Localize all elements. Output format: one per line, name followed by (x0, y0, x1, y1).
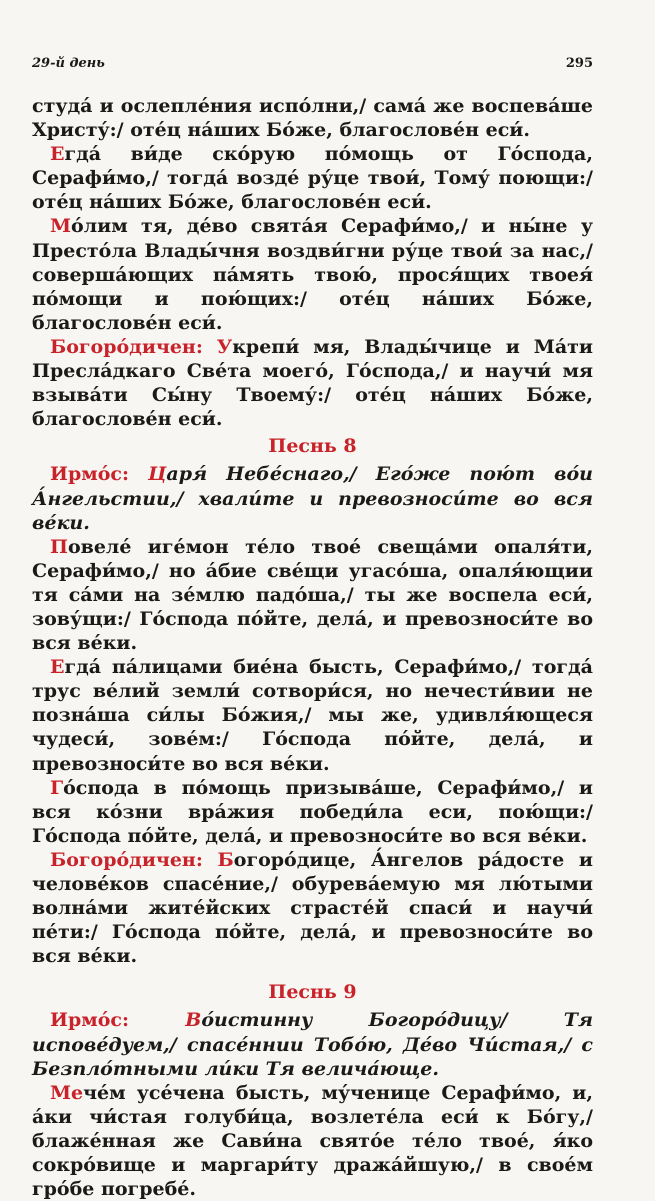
troparion-text: огоро́дице, А́нгелов ра́досте и челове́ков спасе́ние,/ обурева́емую мя лю́тыми волна́ми жите́йских страсте́й спаси́ и научи́ пе́ти:/ Го́спода по́йте, дела́, и превозноси́те во вся ве́ки. (32, 848, 593, 968)
red-initial: Г (50, 776, 64, 799)
red-initial: Е (50, 143, 65, 166)
page-number: 295 (565, 56, 593, 71)
troparion-text: о́лим тя, де́во свята́я Серафи́мо,/ и ны́не у Престо́ла Влады́чня воздви́гни ру́це твои́ за нас,/ соверша́ющих па́мять твою́, прося́щих твоея́ по́мощи и пою́щих:/ оте́ц на́ших Бо́же, благослове́н еси́. (32, 215, 593, 334)
red-initial: Ме (50, 1081, 84, 1104)
red-initial: Е (50, 656, 65, 679)
troparion (32, 142, 593, 214)
theotokion (32, 335, 593, 431)
running-title: 29-й день (32, 56, 105, 71)
red-initial: В (185, 1009, 202, 1032)
irmos (32, 1008, 593, 1080)
red-initial: Ц (148, 463, 167, 486)
irmos-text: о́истинну Богоро́дицу/ Тя испове́дуем,/ спасе́ннии Тобо́ю, Де́во Чи́стая,/ с Безпло́тными ли́ки Тя велича́юще. (32, 1009, 593, 1080)
irmos (32, 462, 593, 534)
song-heading-8: Песнь 8 (268, 435, 357, 458)
irmos-label: Ирмо́с: (50, 463, 129, 486)
troparion-text: гда́ па́лицами бие́на бысть, Серафи́мо,/ тогда́ трус ве́лий земли́ сотвори́ся, но нечести́вии не позна́ша си́лы Бо́жия,/ мы же, удивля́ющеся чудеси́, зове́м:/ Го́спода по́йте, дела́, и превозноси́те во вся ве́ки. (32, 656, 593, 775)
theotokion-label: Богоро́дичен: (50, 335, 203, 358)
troparion (32, 776, 593, 848)
troparion-text: овеле́ иге́мон те́ло твое́ свеща́ми опаля́ти, Серафи́мо,/ но а́бие све́щи угасо́ша, опаля́ющии тя са́ми на зе́млю падо́ша,/ ты же воспела еси́, зову́щи:/ Го́спода по́йте, дела́, и превозноси́те во вся ве́ки. (32, 535, 593, 655)
page-body (32, 94, 593, 1201)
theotokion-label: Богоро́дичен: (50, 848, 203, 871)
red-initial: У (216, 335, 233, 358)
red-initial: М (50, 215, 72, 238)
paragraph-text: студа́ и ослепле́ния испо́лни,/ сама́ же воспева́ше Христу́:/ оте́ц на́ших Бо́же, благослове́н еси́. (32, 95, 593, 142)
troparion-text: крепи́ мя, Влады́чице и Ма́ти Пресла́дкаго Све́та моего́, Го́спода,/ и научи́ мя взыва́ти Сы́ну Твоему́:/ оте́ц на́ших Бо́же, благослове́н еси́. (32, 335, 593, 431)
red-initial: П (50, 535, 68, 558)
page-header (32, 56, 593, 71)
theotokion (32, 848, 593, 968)
irmos-text: аря́ Небе́снаго,/ Его́же пою́т во́и А́нгельстии,/ хвали́те и превозноси́те во вся ве́ки. (32, 463, 593, 534)
paragraph-continuation (32, 94, 593, 142)
irmos-label: Ирмо́с: (50, 1009, 129, 1032)
troparion-text: гда́ ви́де ско́рую по́мощь от Го́спода, Серафи́мо,/ тогда́ возде́ ру́це твои́, Тому́ поющи:/ оте́ц на́ших Бо́же, благослове́н еси́. (32, 143, 593, 214)
troparion (32, 535, 593, 655)
song-heading-9: Песнь 9 (268, 981, 357, 1004)
red-initial: Б (217, 848, 234, 871)
troparion (32, 214, 593, 334)
troparion (32, 1081, 593, 1201)
troparion-text: че́м усе́чена бысть, му́ченице Серафи́мо, и, а́ки чи́стая голуби́ца, возлете́ла еси́ к Бо́гу,/ блаже́нная же Сави́на свято́е те́ло твое́, я́ко сокро́вище и маргари́ту дража́йшую,/ в свое́м гро́бе погребе́. (32, 1081, 593, 1201)
troparion-text: о́спода в по́мощь призыва́ше, Серафи́мо,/ и вся ко́зни вра́жия победи́ла еси, пою́щи:/ Го́спода по́йте, дела́, и превозноси́те во вся ве́ки. (32, 776, 593, 847)
troparion (32, 655, 593, 775)
